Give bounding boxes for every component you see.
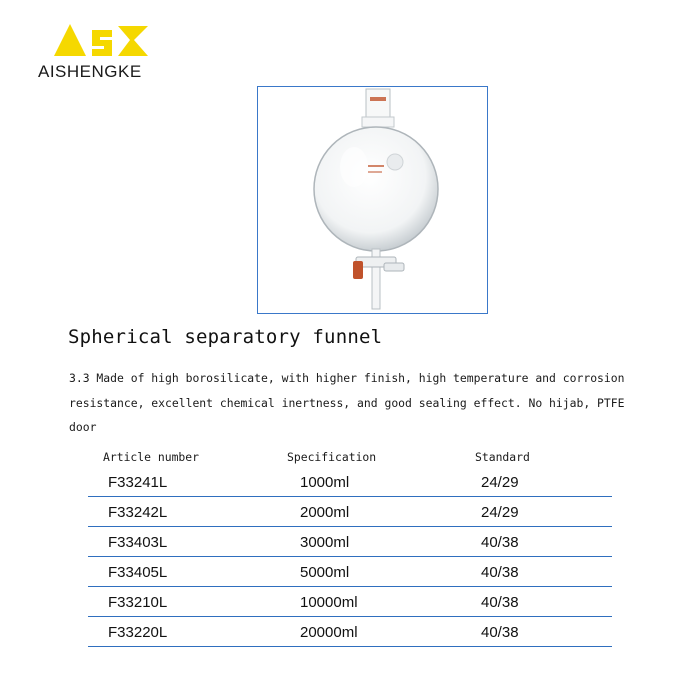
article-number-cell: F33210L	[108, 594, 168, 611]
brand-logo	[36, 18, 176, 88]
specification-cell: 2000ml	[300, 504, 350, 521]
article-number-cell: F33403L	[108, 534, 168, 551]
article-number-cell: F33405L	[108, 564, 168, 581]
header-standard: Standard	[475, 450, 530, 464]
table-row	[88, 497, 612, 527]
table-row	[88, 467, 612, 497]
triangle-square-chevron-logo-icon	[52, 22, 162, 62]
table-row	[88, 617, 612, 647]
product-image-frame	[257, 86, 488, 314]
standard-cell: 40/38	[481, 624, 519, 641]
specification-cell: 10000ml	[300, 594, 358, 611]
article-number-cell: F33241L	[108, 474, 168, 491]
table-header	[88, 448, 612, 467]
table-row	[88, 557, 612, 587]
header-article-number: Article number	[103, 450, 200, 464]
standard-cell: 40/38	[481, 564, 519, 581]
table-row	[88, 587, 612, 617]
header-specification: Specification	[287, 450, 377, 464]
separatory-funnel-image	[258, 87, 486, 312]
standard-cell: 40/38	[481, 594, 519, 611]
specification-cell: 5000ml	[300, 564, 350, 581]
table-row	[88, 527, 612, 557]
article-number-cell: F33220L	[108, 624, 168, 641]
standard-cell: 24/29	[481, 504, 519, 521]
standard-cell: 40/38	[481, 534, 519, 551]
article-number-cell: F33242L	[108, 504, 168, 521]
specification-table	[88, 448, 612, 647]
specification-cell: 20000ml	[300, 624, 358, 641]
product-description: 3.3 Made of high borosilicate, with higher finish, high temperature and corrosion resistance, excellent chemical inertness, and good sealing effect. No hijab, PTFE door	[69, 371, 625, 434]
brand-name: AISHENGKE	[38, 62, 142, 81]
specification-cell: 1000ml	[300, 474, 350, 491]
standard-cell: 24/29	[481, 474, 519, 491]
product-title: Spherical separatory funnel	[68, 326, 383, 348]
specification-cell: 3000ml	[300, 534, 350, 551]
